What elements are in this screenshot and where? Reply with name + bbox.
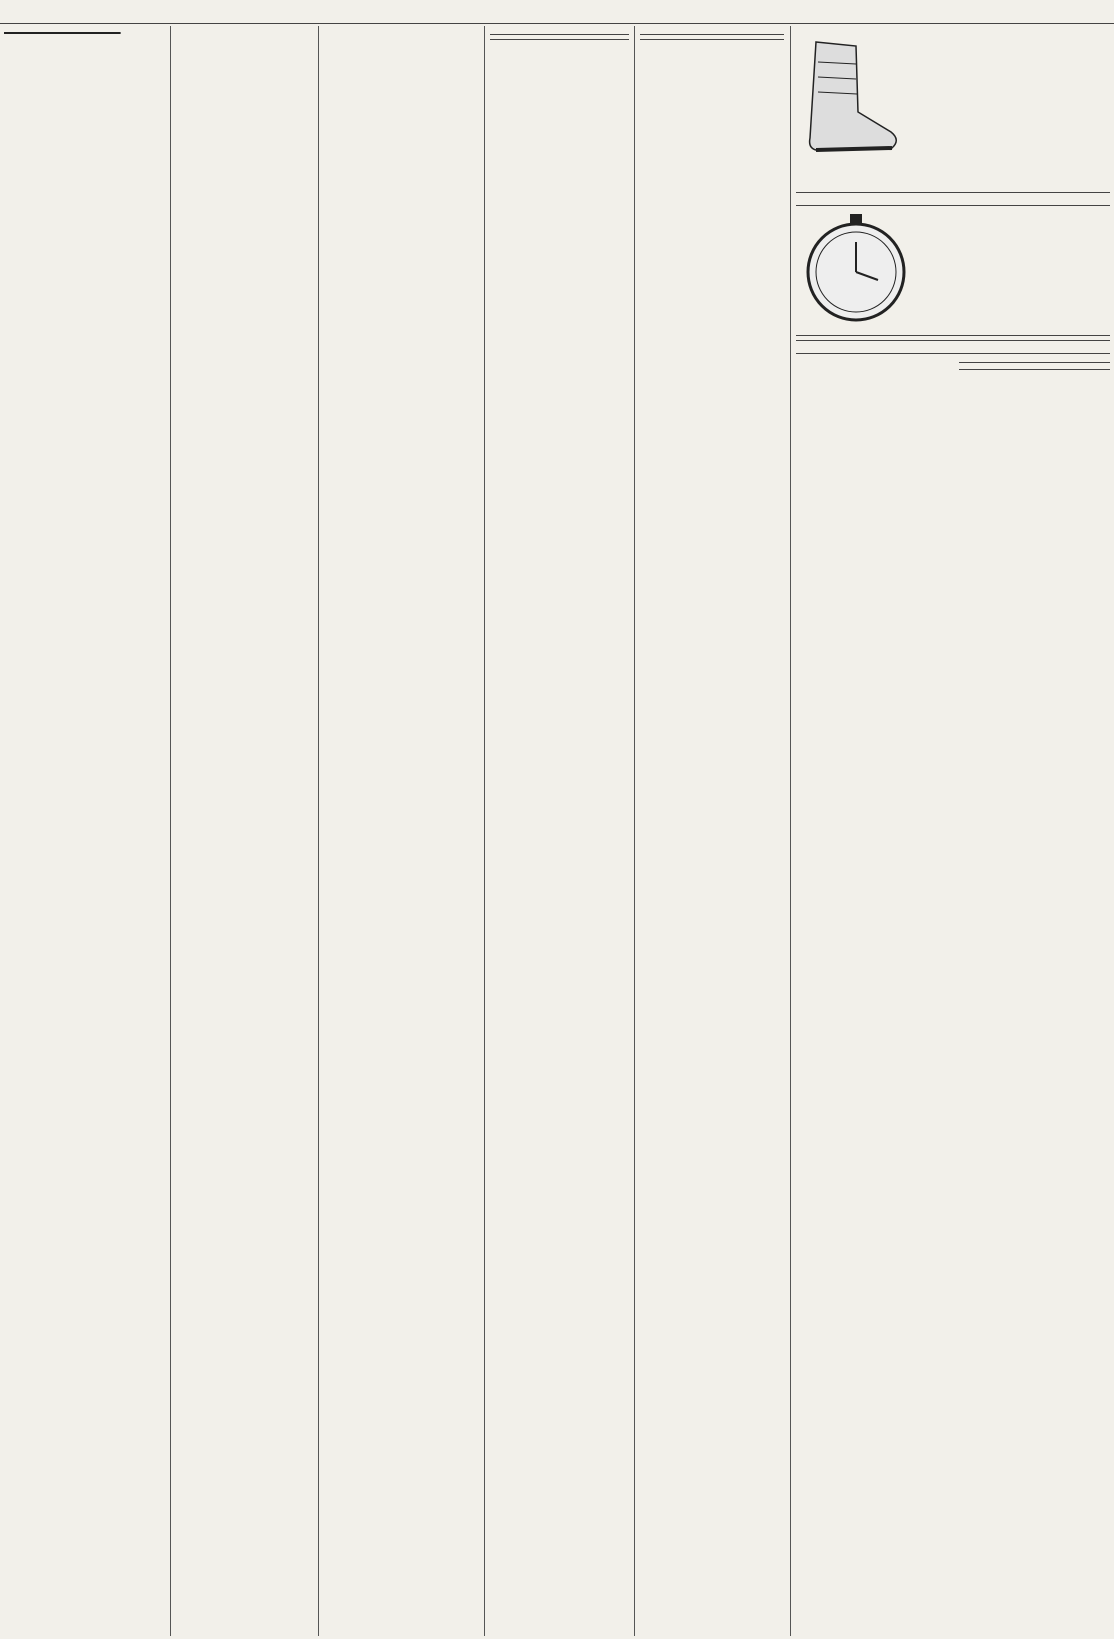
boot-icon — [796, 32, 906, 182]
column-rule — [318, 26, 319, 1636]
peters-ad — [796, 210, 1110, 325]
column-2 — [172, 30, 317, 1634]
column-4 — [486, 30, 633, 1634]
column-6 — [792, 30, 1114, 1634]
column-rule — [634, 26, 635, 1636]
column-1 — [0, 30, 170, 1634]
column-5 — [636, 30, 788, 1634]
column-3 — [320, 30, 482, 1634]
right-notices — [959, 358, 1110, 376]
column-rule — [170, 26, 171, 1636]
peters-footer — [796, 327, 1110, 331]
column-rule — [790, 26, 791, 1636]
masthead — [0, 0, 1114, 24]
edition-heading — [4, 30, 121, 34]
webster-footer — [796, 345, 1110, 349]
thompson-footer — [796, 197, 1110, 201]
boot-illustration — [796, 32, 906, 182]
column-rule — [484, 26, 485, 1636]
hannah-ad — [796, 32, 1110, 182]
pocket-watch-icon — [796, 210, 916, 325]
hannah-footer — [796, 184, 1110, 188]
bottom-notices — [796, 358, 1110, 376]
left-notices — [796, 358, 951, 376]
